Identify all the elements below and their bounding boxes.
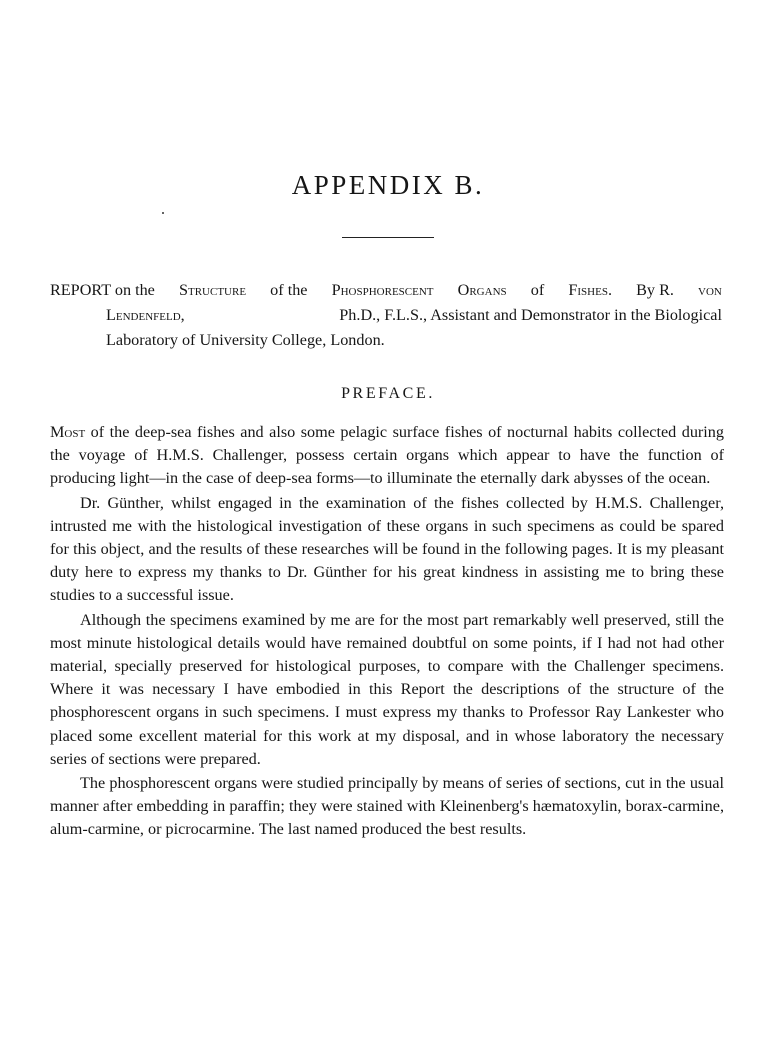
report-heading-line-3: Laboratory of University College, London.: [106, 331, 385, 349]
report-of: of: [530, 281, 545, 299]
preface-body: [50, 421, 724, 842]
report-fishes: Fishes.: [568, 281, 612, 299]
paragraph-opening-word: Most: [50, 423, 86, 441]
report-heading: [50, 278, 722, 353]
report-by: By R.: [636, 281, 674, 299]
report-author-credentials: Ph.D., F.L.S., Assistant and Demonstrator in the Biological: [339, 306, 722, 324]
preface-paragraph-1: [50, 421, 724, 491]
report-of-the: of the: [270, 281, 308, 299]
appendix-title: APPENDIX B.: [291, 170, 485, 200]
report-von: von: [698, 281, 722, 299]
report-heading-line-1: [50, 278, 722, 303]
report-label: REPORT on the: [50, 281, 155, 299]
report-structure: Structure: [178, 281, 247, 299]
title-divider: [342, 237, 434, 238]
report-phosphorescent: Phosphorescent: [331, 281, 434, 299]
preface-paragraph-4: The phosphorescent organs were studied principally by means of series of sections, cut in the usual manner after embedding in paraffin; they were stained with Kleinenberg's hæmatoxylin, borax-carmine, alum-carmine, or picrocarmine. The last named produced the best results.: [50, 774, 724, 839]
preface-paragraph-2: Dr. Günther, whilst engaged in the examination of the fishes collected by H.M.S. Challenger, intrusted me with the histological investigation of these organs in such specimens as could be spared for this object, and the results of these researches will be found in the following pages. It is my pleasant duty here to express my thanks to Dr. Günther for his great kindness in assisting me to bring these studies to a successful issue.: [50, 493, 724, 605]
report-heading-line-2: [50, 303, 722, 328]
paragraph-1-text: of the deep-sea fishes and also some pelagic surface fishes of nocturnal habits collected during the voyage of H.M.S. Challenger, possess certain organs which appear to have the function of producing light—in the case of deep-sea forms—to illuminate the eternally dark abysses of the ocean.: [50, 423, 724, 488]
preface-heading: PREFACE.: [341, 385, 435, 402]
report-author-surname: Lendenfeld,: [106, 306, 185, 324]
report-organs: Organs: [457, 281, 507, 299]
print-speck: [162, 212, 164, 214]
preface-paragraph-3: Although the specimens examined by me are for the most part remarkably well preserved, still the most minute histological details would have remained doubtful on some points, if I had not had other material, specially preserved for histological purposes, to compare with the Challenger specimens. Where it was necessary I have embodied in this Report the descriptions of the structure of the phosphorescent organs in such specimens. I must express my thanks to Professor Ray Lankester who placed some excellent material for this work at my disposal, and in whose laboratory the necessary series of sections were prepared.: [50, 610, 724, 768]
